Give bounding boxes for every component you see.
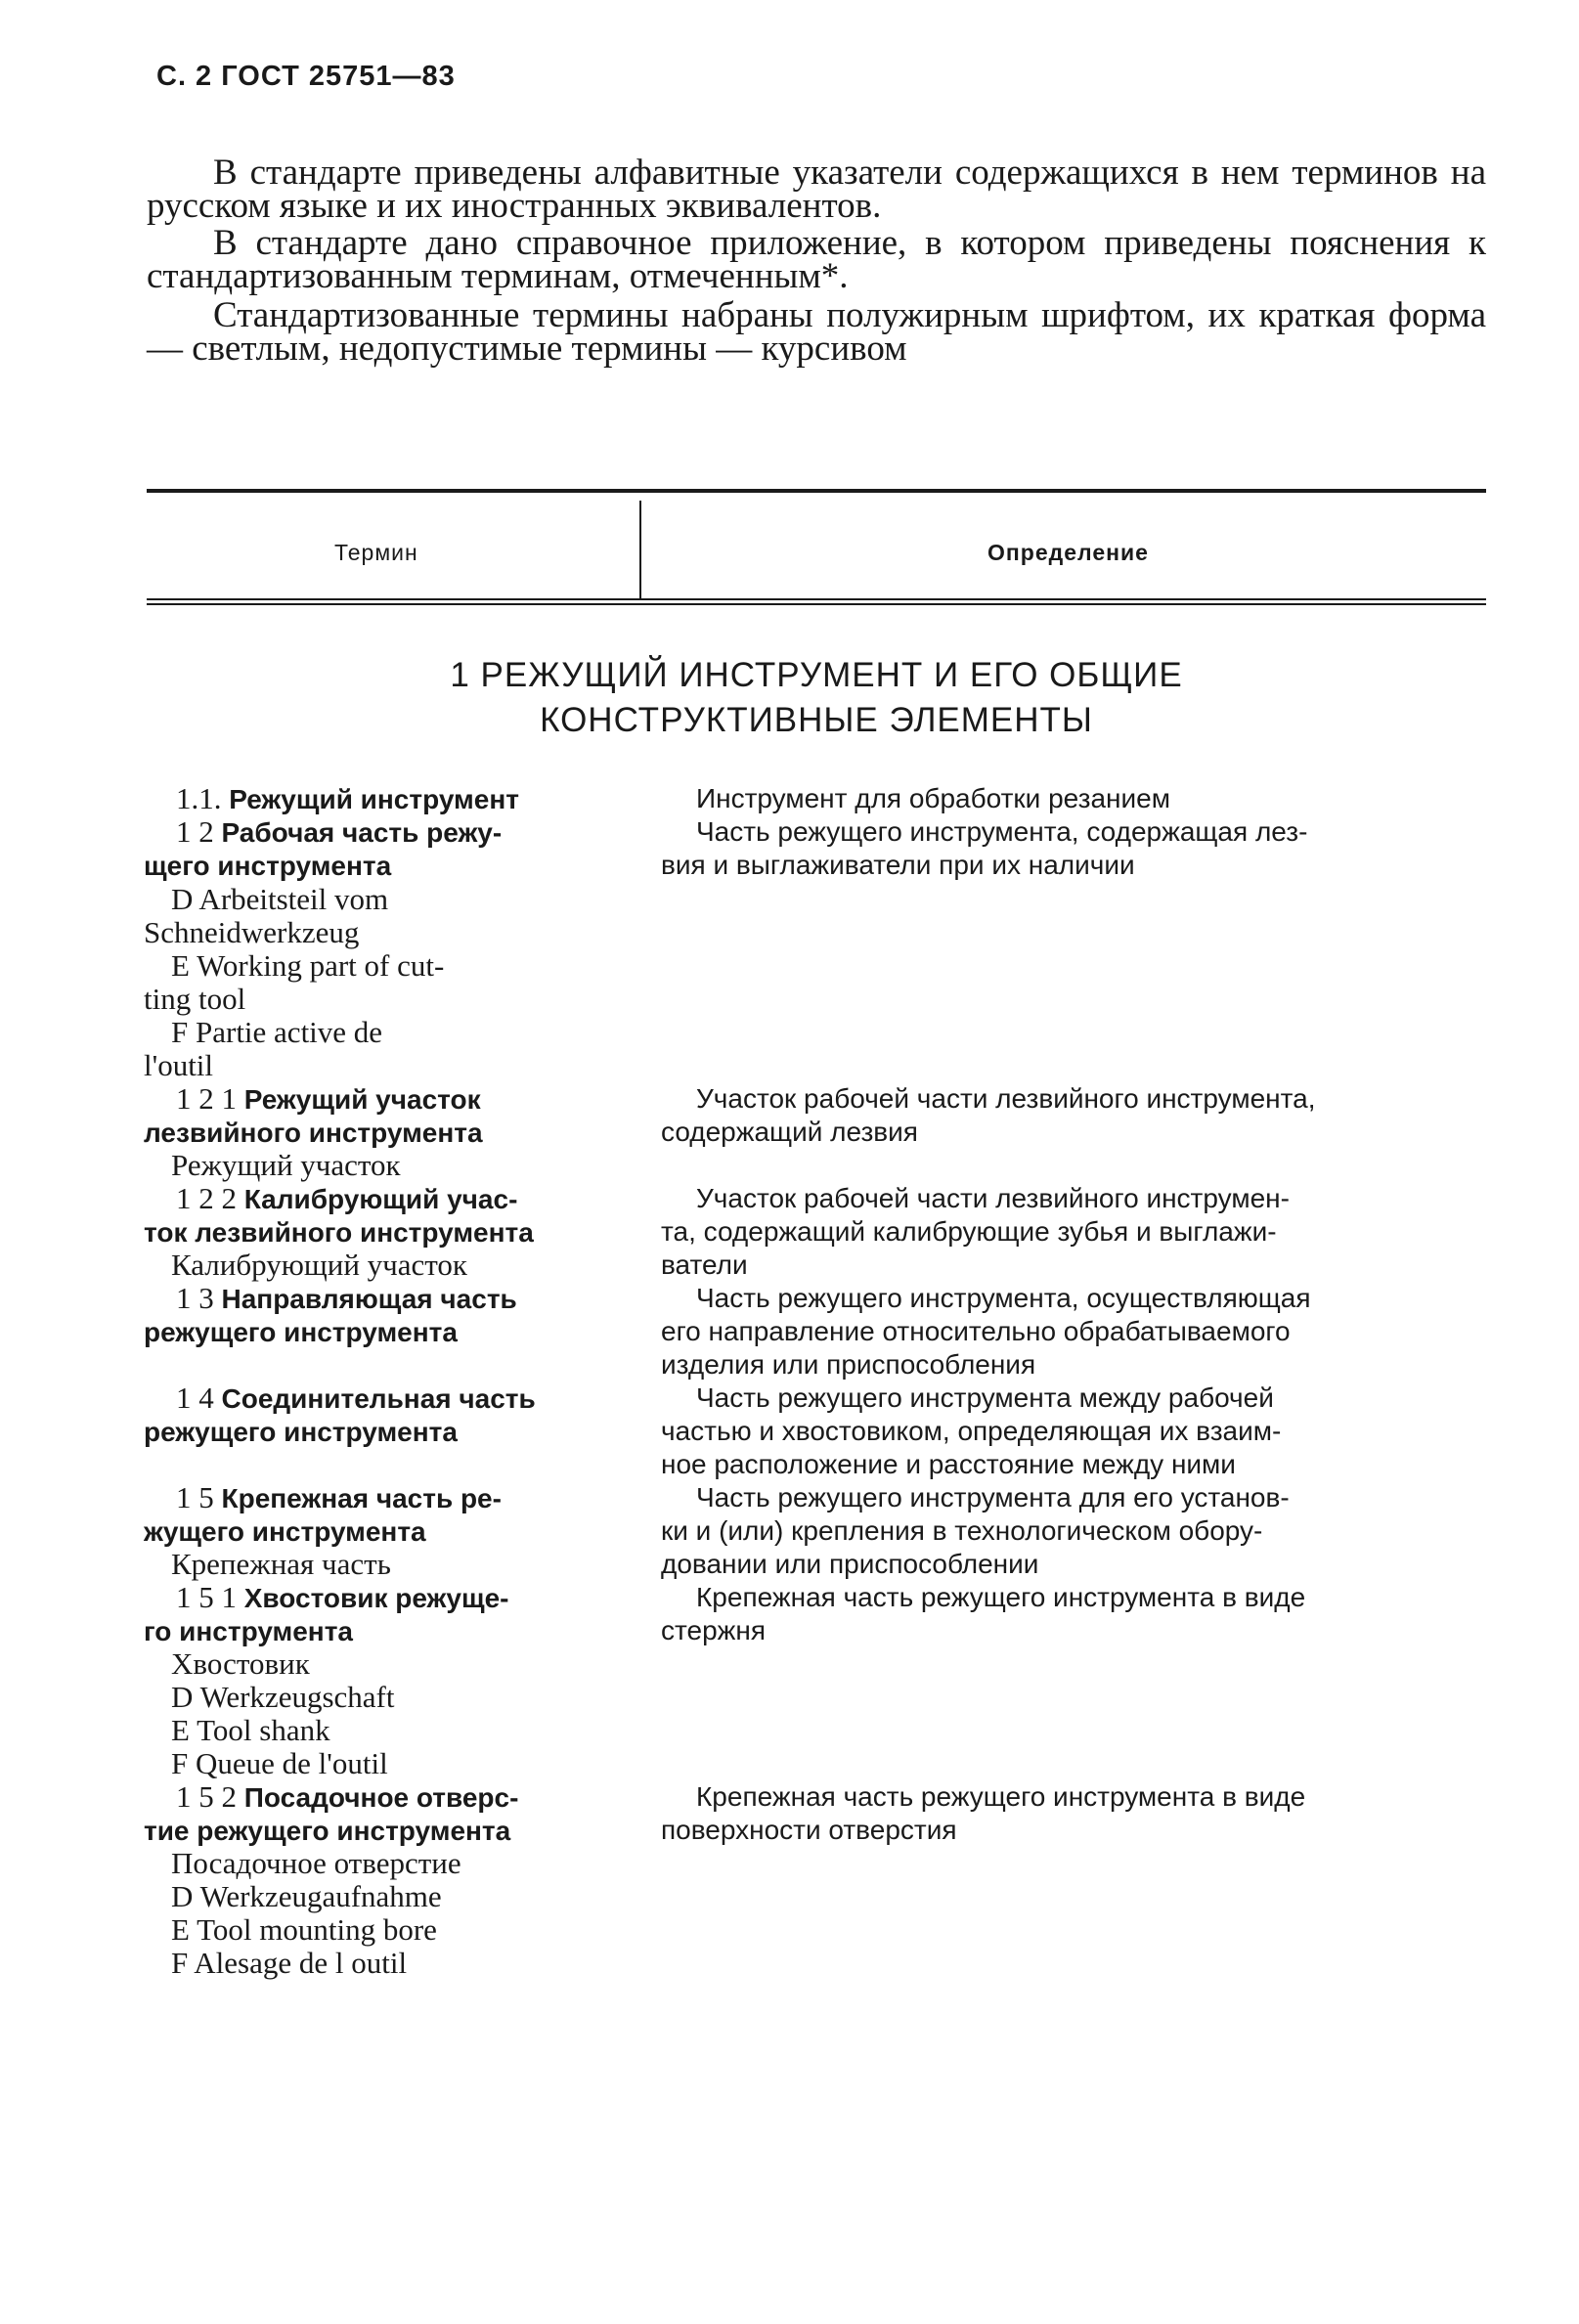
intro-paragraph: В стандарте приведены алфавитные указатели содержащихся в нем терминов на русском языке и их иностранных эквивалентов. [147,153,1486,226]
intro-paragraph: В стандарте дано справочное приложение, в котором приведены пояснения к стандартизованным терминам, отмеченным*. [147,223,1486,296]
definition-line: ное расположение и расстояние между ними [661,1449,1236,1479]
term-entry [144,1315,608,1349]
definition-line: довании или приспособлении [661,1549,1039,1579]
intro-text [147,153,1486,370]
table-header [147,501,1486,598]
term-name: тие режущего инструмента [144,1816,511,1846]
short-term: Хвостовик [171,1646,310,1681]
definition [661,1481,1487,1581]
term-name: Режущий инструмент [229,784,519,814]
term-entry [176,1780,640,1815]
foreign-equivalent: E Working part of cut- [171,948,445,983]
definition [661,1381,1487,1481]
section-title-line: КОНСТРУКТИВНЫЕ ЭЛЕМЕНТЫ [540,701,1093,739]
definition-line: частью и хвостовиком, определяющая их взаим- [661,1416,1282,1446]
term-name: Посадочное отверс- [243,1782,519,1813]
foreign-equivalent: D Werkzeugaufnahme [171,1879,442,1913]
table-top-rule [147,489,1486,493]
section-title [147,653,1486,743]
short-term: Калибрующий участок [171,1248,467,1282]
term-entry [144,1215,608,1250]
definition [661,815,1487,882]
term-number: 1 2 2 [176,1181,237,1215]
term-entry [176,1581,640,1615]
foreign-equivalent: E Tool shank [171,1713,330,1747]
term-entry [144,849,608,883]
definition [661,1780,1487,1847]
term-number: 1 2 [176,814,214,849]
definition-line: содержащий лезвия [661,1117,918,1147]
term-name: режущего инструмента [144,1317,458,1347]
foreign-equivalent: F Alesage de l outil [171,1946,408,1980]
definition-line: Часть режущего инструмента для его установ- [696,1482,1290,1513]
table-header-rule [147,598,1486,600]
short-term: Посадочное отверстие [171,1846,461,1880]
definition [661,1282,1487,1381]
term-name: го инструмента [144,1616,354,1646]
term-name: Хвостовик режуще- [243,1583,509,1613]
term-name: Крепежная часть ре- [221,1483,502,1513]
definition-line: Крепежная часть режущего инструмента в виде [696,1582,1306,1612]
term-number: 1 5 2 [176,1779,237,1814]
term-entry [176,1481,640,1515]
section-title-line: 1 РЕЖУЩИЙ ИНСТРУМЕНТ И ЕГО ОБЩИЕ [450,656,1183,694]
term-name: Соединительная часть [221,1383,536,1414]
term-number: 1 5 [176,1480,214,1514]
definition-line: Крепежная часть режущего инструмента в виде [696,1781,1306,1812]
definition-line: Часть режущего инструмента между рабочей [696,1382,1274,1413]
term-number: 1 5 1 [176,1580,237,1614]
foreign-equivalent: Schneidwerkzeug [144,915,360,949]
term-name: Направляющая часть [221,1284,517,1314]
definition-line: поверхности отверстия [661,1815,957,1845]
term-entry [144,1116,608,1150]
term-entry [176,1082,640,1117]
foreign-equivalent: E Tool mounting bore [171,1912,437,1947]
term-entry [144,1415,608,1449]
definition-line: та, содержащий калибрующие зубья и выглажи- [661,1216,1277,1247]
page-header: С. 2 ГОСТ 25751—83 [156,61,456,92]
definition-line: Часть режущего инструмента, содержащая лез- [696,816,1308,847]
term-number: 1 4 [176,1381,214,1415]
term-entry [144,1814,608,1848]
term-name: жущего инструмента [144,1516,426,1547]
term-number: 1 2 1 [176,1081,237,1116]
term-entry [144,1614,608,1648]
term-entry [176,815,640,850]
column-divider [639,501,641,598]
foreign-equivalent: ting tool [144,982,246,1016]
term-entry [176,782,640,816]
definition [661,782,1487,815]
foreign-equivalent: D Werkzeugschaft [171,1680,395,1714]
definition-line: его направление относительно обрабатываемого [661,1316,1291,1346]
definition-line: вия и выглаживатели при их наличии [661,850,1135,880]
term-entry [176,1381,640,1416]
term-name: Режущий участок [243,1084,481,1115]
term-entry [144,1514,608,1549]
definition-line: Инструмент для обработки резанием [696,783,1170,813]
definition-line: ватели [661,1250,748,1280]
term-number: 1 3 [176,1281,214,1315]
column-header-definition: Определение [987,540,1149,565]
term-name: Калибрующий учас- [243,1184,518,1214]
short-term: Режущий участок [171,1148,401,1182]
term-name: режущего инструмента [144,1417,458,1447]
definition-line: изделия или приспособления [661,1349,1036,1380]
term-entry [176,1282,640,1316]
definition [661,1182,1487,1282]
definition-line: Участок рабочей части лезвийного инструмента, [696,1083,1316,1114]
term-entry [176,1182,640,1216]
definition-line: Участок рабочей части лезвийного инструмен- [696,1183,1290,1213]
foreign-equivalent: F Queue de l'outil [171,1746,388,1780]
foreign-equivalent: l'outil [144,1048,214,1082]
term-name: ток лезвийного инструмента [144,1217,534,1248]
term-number: 1.1. [176,781,222,815]
definition [661,1082,1487,1149]
term-name: щего инструмента [144,851,392,881]
foreign-equivalent: D Arbeitsteil vom [171,882,389,916]
column-header-term: Термин [334,540,418,565]
term-name: Рабочая часть режу- [221,817,503,848]
definition-line: стержня [661,1615,767,1645]
term-name: лезвийного инструмента [144,1118,483,1148]
definition-line: Часть режущего инструмента, осуществляющая [696,1283,1311,1313]
short-term: Крепежная часть [171,1547,391,1581]
table-header-rule [147,603,1486,605]
definition [661,1581,1487,1647]
foreign-equivalent: F Partie active de [171,1015,383,1049]
intro-paragraph: Стандартизованные термины набраны полужирным шрифтом, их краткая форма — светлым, недопустимые термины — курсивом [147,295,1486,369]
definition-line: ки и (или) крепления в технологическом обору- [661,1515,1263,1546]
